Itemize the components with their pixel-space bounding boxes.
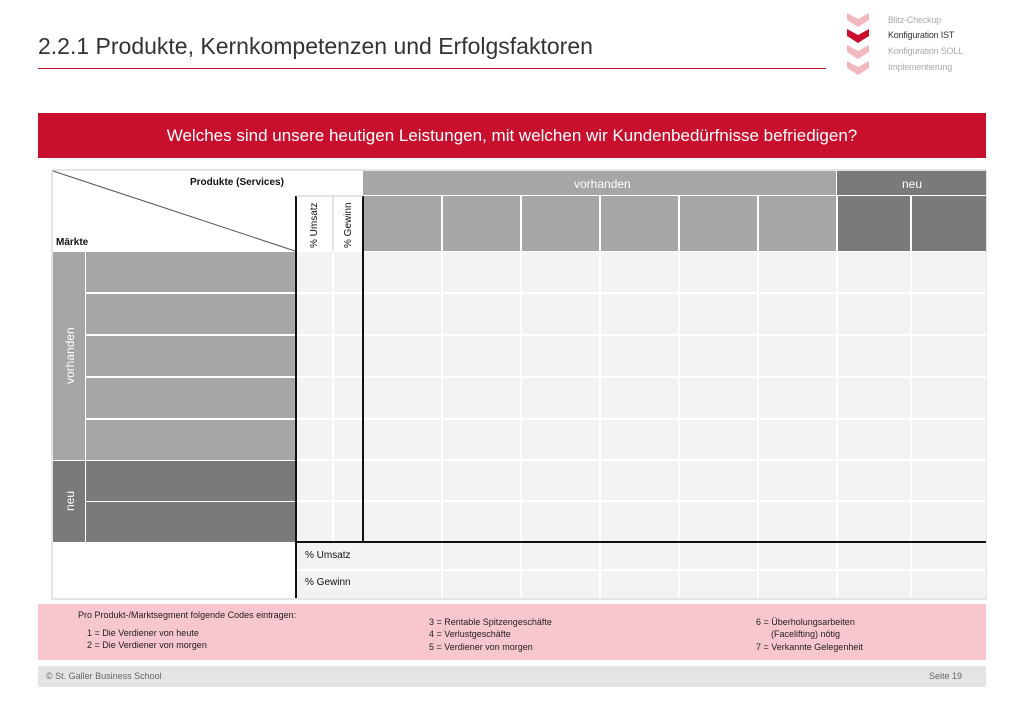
market-row-header[interactable]: [86, 378, 296, 418]
code-3: 3 = Rentable Spitzengeschäfte: [429, 617, 552, 627]
existing-products-label: vorhanden: [574, 177, 631, 191]
market-row-header-new[interactable]: [86, 461, 296, 501]
code-7: 7 = Verkannte Gelegenheit: [756, 642, 863, 652]
product-col-header[interactable]: [601, 196, 678, 251]
market-row-header-new[interactable]: [86, 502, 296, 542]
total-gewinn-label: % Gewinn: [305, 577, 351, 588]
product-col-header-new[interactable]: [838, 196, 910, 251]
question-banner: Welches sind unsere heutigen Leistungen, mit welchen wir Kundenbedürfnisse befriedigen?: [38, 113, 986, 158]
nav-item-konfiguration-ist[interactable]: Konfiguration IST: [888, 30, 955, 40]
codes-intro: Pro Produkt-/Marktsegment folgende Codes eintragen:: [78, 610, 297, 620]
code-6: 6 = Überholungsarbeiten: [756, 617, 855, 627]
footer-copyright: © St. Galler Business School: [46, 671, 162, 681]
nav-item-konfiguration-soll[interactable]: Konfiguration SOLL: [888, 46, 963, 56]
product-col-header[interactable]: [443, 196, 520, 251]
gewinn-column-label: % Gewinn: [343, 202, 354, 248]
matrix-data-area[interactable]: [297, 252, 986, 542]
product-col-header[interactable]: [759, 196, 836, 251]
market-row-header[interactable]: [86, 294, 296, 334]
product-col-header-new[interactable]: [912, 196, 986, 251]
market-row-header[interactable]: [86, 336, 296, 376]
code-1: 1 = Die Verdiener von heute: [87, 628, 199, 638]
total-umsatz-label: % Umsatz: [305, 550, 351, 561]
nav-item-blitz-checkup[interactable]: Blitz-Checkup: [888, 15, 941, 25]
footer-page-number: Seite 19: [928, 671, 962, 681]
existing-markets-label: vorhanden: [63, 327, 77, 384]
product-col-header[interactable]: [364, 196, 441, 251]
new-markets-label: neu: [63, 490, 77, 511]
markets-label: Märkte: [56, 237, 89, 248]
products-label: Produkte (Services): [190, 177, 284, 188]
product-col-header[interactable]: [680, 196, 757, 251]
page-title: 2.2.1 Produkte, Kernkompetenzen und Erfolgsfaktoren: [38, 33, 593, 59]
product-col-header[interactable]: [522, 196, 599, 251]
code-2: 2 = Die Verdiener von morgen: [87, 640, 207, 650]
code-4: 4 = Verlustgeschäfte: [429, 629, 511, 639]
footer-bar: [38, 666, 986, 687]
code-5: 5 = Verdiener von morgen: [429, 642, 533, 652]
nav-item-implementierung[interactable]: Implementierung: [888, 62, 953, 72]
new-products-label: neu: [902, 177, 923, 191]
umsatz-column-label: % Umsatz: [309, 202, 320, 248]
code-6-continued: (Facelifting) nötig: [771, 629, 841, 639]
market-row-header[interactable]: [86, 252, 296, 292]
codes-legend: [38, 604, 986, 660]
market-row-header[interactable]: [86, 420, 296, 460]
